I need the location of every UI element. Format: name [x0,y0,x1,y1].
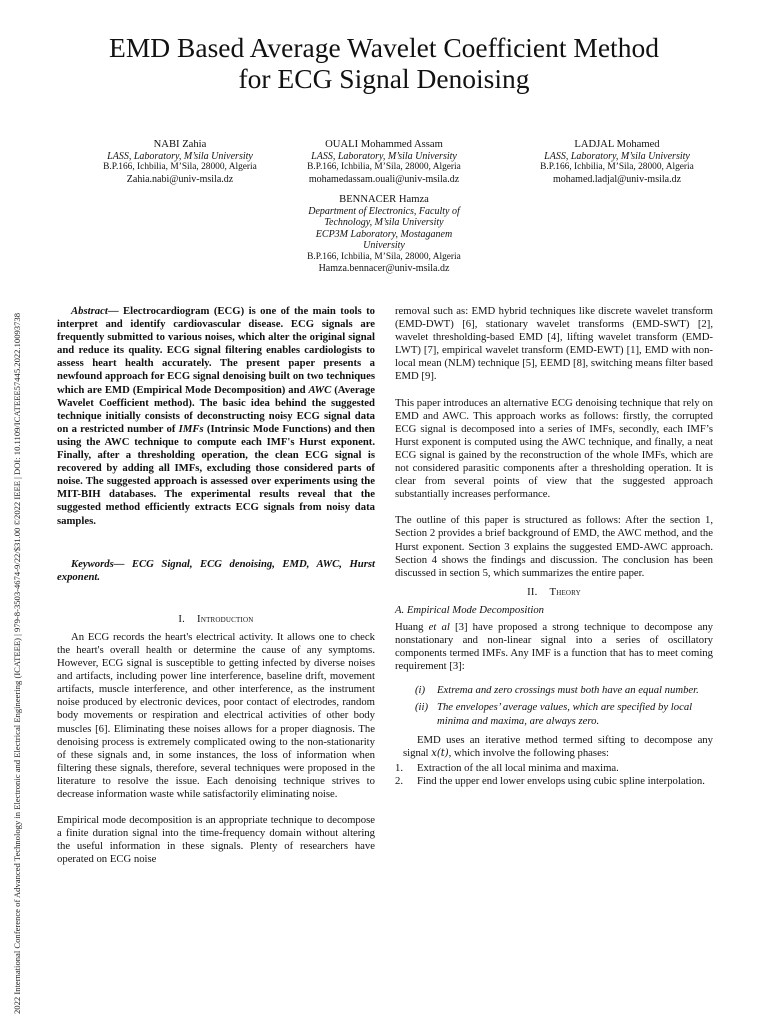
keywords [57,558,375,584]
step-label: 1. [395,761,404,774]
abstract-text: (Average Wavelet Coefficient method). The basic idea behind the suggested technique initially consists of deconstructing noisy ECG signal data on a restricted number of [57,383,375,435]
paper-title [40,32,728,94]
sifting-step [395,762,713,775]
right-column [395,305,713,788]
abstract-lead: Abstract [71,305,108,317]
section-heading-introduction [57,613,375,626]
intro-paragraph-1: An ECG records the heart's electrical activity. It allows one to check the heart's overall health or determine the cause of any symptoms. However, ECG signal is susceptible to getting infected by diverse noises and artifacts, including power line interference, baseline drift, movement artifacts, muscle interference, and other interference, as the instrument noise produced by electronic devices, poor contact of electrodes, random body movements or respiration and electrical activities of other body muscles [6]. Eliminating these noises allows for a proper diagnosis. The denoising process is extremely complicated owing to the non-stationarity of these signals and, in some instances, the loss of information when filtering these signals, therefore, several techniques were proposed in the literature to resolve the issue. Each denoising technique strives to decrease information waste while satisfactorily eliminating noise. [57,630,375,800]
abstract-dash: — [107,305,123,317]
theory-paragraph-2 [395,734,713,760]
condition-label: (ii) [415,701,429,714]
author-name: BENNACER Hamza [339,194,429,205]
intro-paragraph-4: The outline of this paper is structured as follows: After the section 1, Section 2 provides a brief background of EMD, the AWC method, and the Hurst exponent. Section 3 explains the suggested EMD-AWC approach. Section 4 shows the findings and discussion. The conclusion has been discussed in section 5, which summarizes the entire paper. [395,514,713,579]
step-text: Extraction of the all local minima and maxima. [417,761,619,774]
author-email: mohamed.ladjal@univ-msila.dz [552,173,682,185]
author-block-4 [284,194,484,275]
author-email: Zahia.nabi@univ-msila.dz [126,173,234,185]
condition-text: Extrema and zero crossings must both have an equal number. [437,684,699,697]
theory-text: EMD uses an iterative method termed sifting to decompose any signal [403,733,713,759]
author-block-1 [80,139,280,185]
intro-paragraph-2: Empirical mode decomposition is an appropriate technique to decompose a finite duration signal into the time-frequency domain without altering the useful information in these signals. Plenty of researchers have operated on ECG noise [57,814,375,866]
author-affiliation: Department of Electronics, Faculty of [308,205,460,217]
section-number: II. [527,585,538,598]
author-address: B.P.166, Ichbilia, M’Sila, 28000, Algeria [103,162,257,172]
section-number: I. [178,612,186,625]
subsection-heading-emd: A. Empirical Mode Decomposition [395,603,545,616]
abstract [57,305,375,528]
theory-etal: et al [428,620,450,633]
author-email: mohamedassam.ouali@univ-msila.dz [308,173,460,185]
signal-symbol: x(t) [431,747,449,759]
keywords-lead: Keywords [71,557,114,570]
section-title: ntroduction [200,612,254,625]
author-address: B.P.166, Ichbilia, M’Sila, 28000, Algeria [307,251,461,262]
section-initial: I [197,612,201,625]
author-affiliation: ECP3M Laboratory, Mostaganem [315,228,453,240]
author-affiliation: LASS, Laboratory, M’sila University [544,150,690,162]
conditions-list [395,684,713,727]
author-name: LADJAL Mohamed [574,139,660,150]
left-column [57,305,375,866]
intro-paragraph-3: This paper introduces an alternative ECG denoising technique that rely on EMD and AWC. This approach works as follows: firstly, the corrupted ECG signal is decomposed into a series of IMFs, secondly, each IMF’s Hurst exponent is computed using the AWC technique, and finally, a neat ECG signal is gained by the reconstruction of the whole IMFs, which are not considered parasitic components after a thresholding operation. It is clear from several points of view that the suggested approach substantially increases performance. [395,396,713,501]
author-block-2 [284,139,484,185]
condition-item [415,701,713,727]
author-affiliation: University [363,240,405,251]
theory-text: [3] have proposed a strong technique to decompose any nonstationary and non-linear signal into a series of oscillatory components termed IMFs. Any IMF is a function that has to meet coming requirement [3]: [395,620,714,673]
doi-sidebar: 2022 International Conference of Advanced Technology in Electronic and Electrical Engineering (ICATEEE) | 979-8-3503-4674-9/22/$31.00 ©2022 IEEE | DOI: 10.1109/ICATEEE57445.2022.10093738 [12,313,22,1014]
section-title: heory [556,585,581,598]
author-affiliation: LASS, Laboratory, M’sila University [107,150,253,162]
abstract-text: (Intrinsic Mode Functions) and then using the AWC technique to compute each IMF's Hurst exponent. Finally, after a thresholding operation, the clean ECG signal is recovered by adding all IMFs, excluding those considered parts of noise. The suggested approach is assessed over experiments using the MIT-BIH databases. The experimental results reveal that the suggested method efficiently extracts ECG signals from noisy data samples. [57,422,375,527]
author-name: NABI Zahia [153,139,207,150]
abstract-text: Electrocardiogram (ECG) is one of the main tools to interpret and identify cardiovascular disease. ECG signals are frequently submitted to various noises, which alter the original signal and reduce its quality. ECG signal filtering enables cardiologists to assess heart health accurately. The present paper presents a newfound approach for ECG signal denoising built on two techniques which are EMD (Empirical Mode Decomposition) and [57,305,376,396]
sifting-steps-list [395,762,713,788]
keywords-text: — ECG Signal, ECG denoising, EMD, AWC, Hurst exponent. [57,557,375,583]
author-affiliation: Technology, M’sila University [324,217,444,228]
section-heading-theory [395,586,713,599]
intro-paragraph-2-continued: removal such as: EMD hybrid techniques like discrete wavelet transform (EMD-DWT) [6], stationary wavelet transforms (EMD-SWT) [2], wavelet thresholding-based EMD [4], lifting wavelet transform (EMD-LWT) [7], empirical wavelet transform (EMD-EWT) [1], EMD with non-local mean (NLM) technique [5], EEMD [8], switching means filter based EMD [9]. [395,305,713,383]
author-email: Hamza.bennacer@univ-msila.dz [318,263,450,274]
theory-text: Huang [395,620,429,633]
abstract-awc: AWC [308,383,332,396]
author-address: B.P.166, Ichbilia, M’Sila, 28000, Algeria [307,162,461,172]
step-label: 2. [395,774,404,787]
author-affiliation: LASS, Laboratory, M’sila University [311,150,457,162]
condition-text: The envelopes’ average values, which are specified by local minima and maxima, are always zero. [437,701,693,727]
author-address: B.P.166, Ichbilia, M’Sila, 28000, Algeria [540,162,694,172]
author-name: OUALI Mohammed Assam [325,139,443,150]
step-text: Find the upper end lower envelops using cubic spline interpolation. [417,774,705,787]
condition-item [415,684,713,697]
theory-text: , which involve the following phases: [448,746,609,759]
author-block-3 [517,139,717,185]
title-line-1: EMD Based Average Wavelet Coefficient Method [109,32,659,63]
section-initial: T [549,585,557,598]
sifting-step [395,775,713,788]
condition-label: (i) [415,684,426,697]
title-line-2: for ECG Signal Denoising [238,63,530,94]
theory-paragraph-1 [395,621,713,673]
abstract-imfs: IMFs [178,422,204,435]
